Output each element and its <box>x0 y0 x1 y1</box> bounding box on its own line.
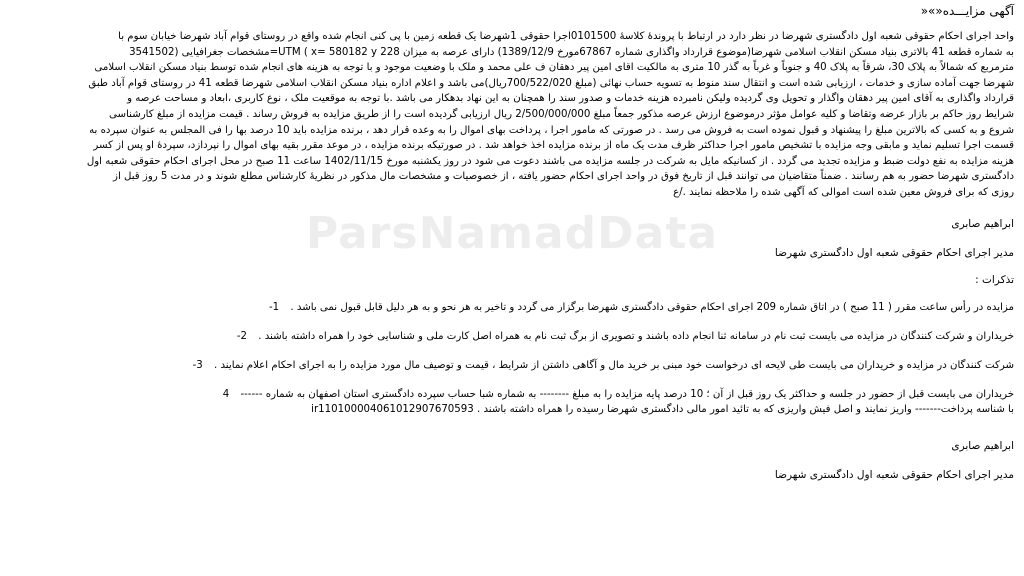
body-line: به شماره قطعه 41 بالاتری بنیاد مسکن انقلاب اسلامی شهرضا(موضوع قرارداد واگذاری شماره 67867مورخ 1389/12/9) دارای عرصه به میزان 228 UTM ( x= 580182 y=مشخصات جغرافیایی (3541502 <box>129 46 1014 58</box>
watermark: ParsNamadData <box>305 208 719 259</box>
notes-section <box>10 273 1014 417</box>
signatory-name: ابراهیم صابری <box>951 439 1014 452</box>
body-line: دادگستری شهرضا حضور به هم رسانند . ضمناً متقاضیان می توانند قبل از تاریخ فوق در واحد اجرای احکام حضور یافته ، از خصوصیات و مشخصات مال مذکور در نظریۀ کارشناس مطلع شوند و در مدت 5 روز قبل از <box>113 171 1014 183</box>
signature-block-1 <box>10 217 1014 261</box>
body-line: شرایط روز حاکم بر بازار عرضه وتقاضا و کلیه عوامل مؤثر درموضوع ارزش عرصه مذکور جمعاً مبلغ 2/500/000/000 ریال ارزیابی گردیده است را از طریق مزایده به فروش رساند . قیمت مزایده از مبلغ کارشناسی <box>109 108 1014 120</box>
body-line: قرارداد واگذاری به آقای امین پیر دهقان واگذار و تحویل وی گردیده ولیکن نامبرده هزینه خدمات و صدور سند را همچنان به این نهاد بدهکار می باشد .با توجه به موقعیت ملک ، نوع کاربری ،ابعاد و مساحت عرصه و <box>127 93 1014 105</box>
body-line: مترمربع که شمالاً به پلاک 30، شرقاً به پلاک 40 و جنوباً و غرباً به گذر 10 متری به مالکیت اقای امین پیر دهقان ف علی محمد و ملک با وضعیت موجود و با توجه به هزینه های انجام شده توسط بنیاد مسکن انقلاب اسلامی <box>94 62 1014 74</box>
note-item <box>10 329 1014 344</box>
notice-body <box>10 29 1014 201</box>
signatory-position: مدیر اجرای احکام حقوقی شعبه اول دادگستری شهرضا <box>774 246 1014 259</box>
note-item <box>10 358 1014 373</box>
note-item-4 <box>10 387 1014 417</box>
body-line: روزی که برای فروش معین شده است اموالی که آگهی شده را ملاحظه نمایند ./ع <box>673 186 1014 198</box>
note-text: شرکت کنندگان در مزایده و خریداران می بایست طی لایحه ای درخواست خود مبنی بر خرید مال و آگاهی داشتن از شرایط ، قیمت و توصیف مال مورد مزایده را به اجرای احکام اعلام نمایند . <box>213 359 1014 371</box>
note-item <box>10 300 1014 315</box>
note-text: مزایده در رأس ساعت مقرر ( 11 صبح ) در اتاق شماره 209 اجرای احکام حقوقی دادگستری شهرضا برگزار می گردد و تاخیر به هر نحو و به هر دلیل قابل قبول نمی باشد . <box>290 301 1014 313</box>
body-line: شروع و به کسی که بالاترین مبلغ را پیشنهاد و قبول نموده است به فروش می رسد . در صورتی که مامور اجرا ، پرداخت بهای اموال را به وعده قرار دهد ، برنده مزایده باید 10 درصد بها را فی المجلس به عنوان سپرده به <box>89 124 1014 136</box>
note-number: 2- <box>236 330 247 342</box>
notes-heading: تذکرات : <box>975 273 1014 286</box>
iban-number: ir110100004061012907670593 <box>311 403 474 415</box>
body-line: واحد اجرای احکام حقوقی شعبه اول دادگستری شهرضا در نظر دارد در ارتباط با پروندۀ کلاسۀ 0101500اجرا حقوقی 1شهرضا یک قطعه زمین با پی کنی انجام شده واقع در روستای قوام آباد شهرضا خیابان سوم با <box>118 31 1014 42</box>
note-number: 1- <box>268 301 280 313</box>
note-text: خریداران می بایست قبل از حضور در جلسه و حداکثر یک روز قبل از آن ؛ 10 درصد پایه مزایده را به مبلغ -------- به شماره شبا حساب سپرده دادگستری استان اصفهان به شماره ------ <box>240 388 1014 400</box>
body-line: قسمت اجرا تسلیم نماید و مابقی وجه مزایده با تشخیص مامور اجرا حداکثر ظرف مدت یک ماه از برنده مزایده اخذ خواهد شد . در صورتیکه برنده مزایده ، در موعد مقرر بقیه بهای اموال را نپردازد، سپردۀ او پس از کسر <box>93 140 1014 152</box>
note-number: 3- <box>192 359 203 371</box>
signatory-name: ابراهیم صابری <box>951 217 1014 230</box>
note-number: 4 <box>222 388 230 400</box>
body-line: شهرضا جهت آماده سازی و خدمات ، ارزیابی شده است و انتقال سند منوط به تسویه حساب نهائی (مبلغ 700/522/020ریال)می باشد و اعلام اداره بنیاد مسکن انقلاب اسلامی شهرضا قطعه 41 در روستای قوام آباد طبق <box>88 77 1014 89</box>
notice-title: آگهی مزایـــده«»« <box>920 4 1014 18</box>
note-text: با شناسه پرداخت------- واریز نمایند و اصل فیش واریزی که به تائید امور مالی دادگستری شهرضا رسیده را همراه داشته باشند . <box>476 403 1014 415</box>
signatory-position: مدیر اجرای احکام حقوقی شعبه اول دادگستری شهرضا <box>774 468 1014 481</box>
note-text: خریداران و شرکت کنندگان در مزایده می بایست ثبت نام در سامانه ثنا انجام داده باشند و تصویری از برگ ثبت نام به همراه اصل کارت ملی و شناسایی خود را همراه داشته باشند . <box>258 330 1014 342</box>
signature-block-2 <box>10 439 1014 483</box>
body-line: هزینه مزایده به نفع دولت ضبط و مزایده تجدید می گردد . از کسانیکه مایل به شرکت در جلسه مزایده می باشند دعوت می شود در روز یکشنبه مورخ 1402/11/15 ساعت 11 صبح در محل اجرای احکام حقوقی شعبه اول <box>86 155 1014 167</box>
